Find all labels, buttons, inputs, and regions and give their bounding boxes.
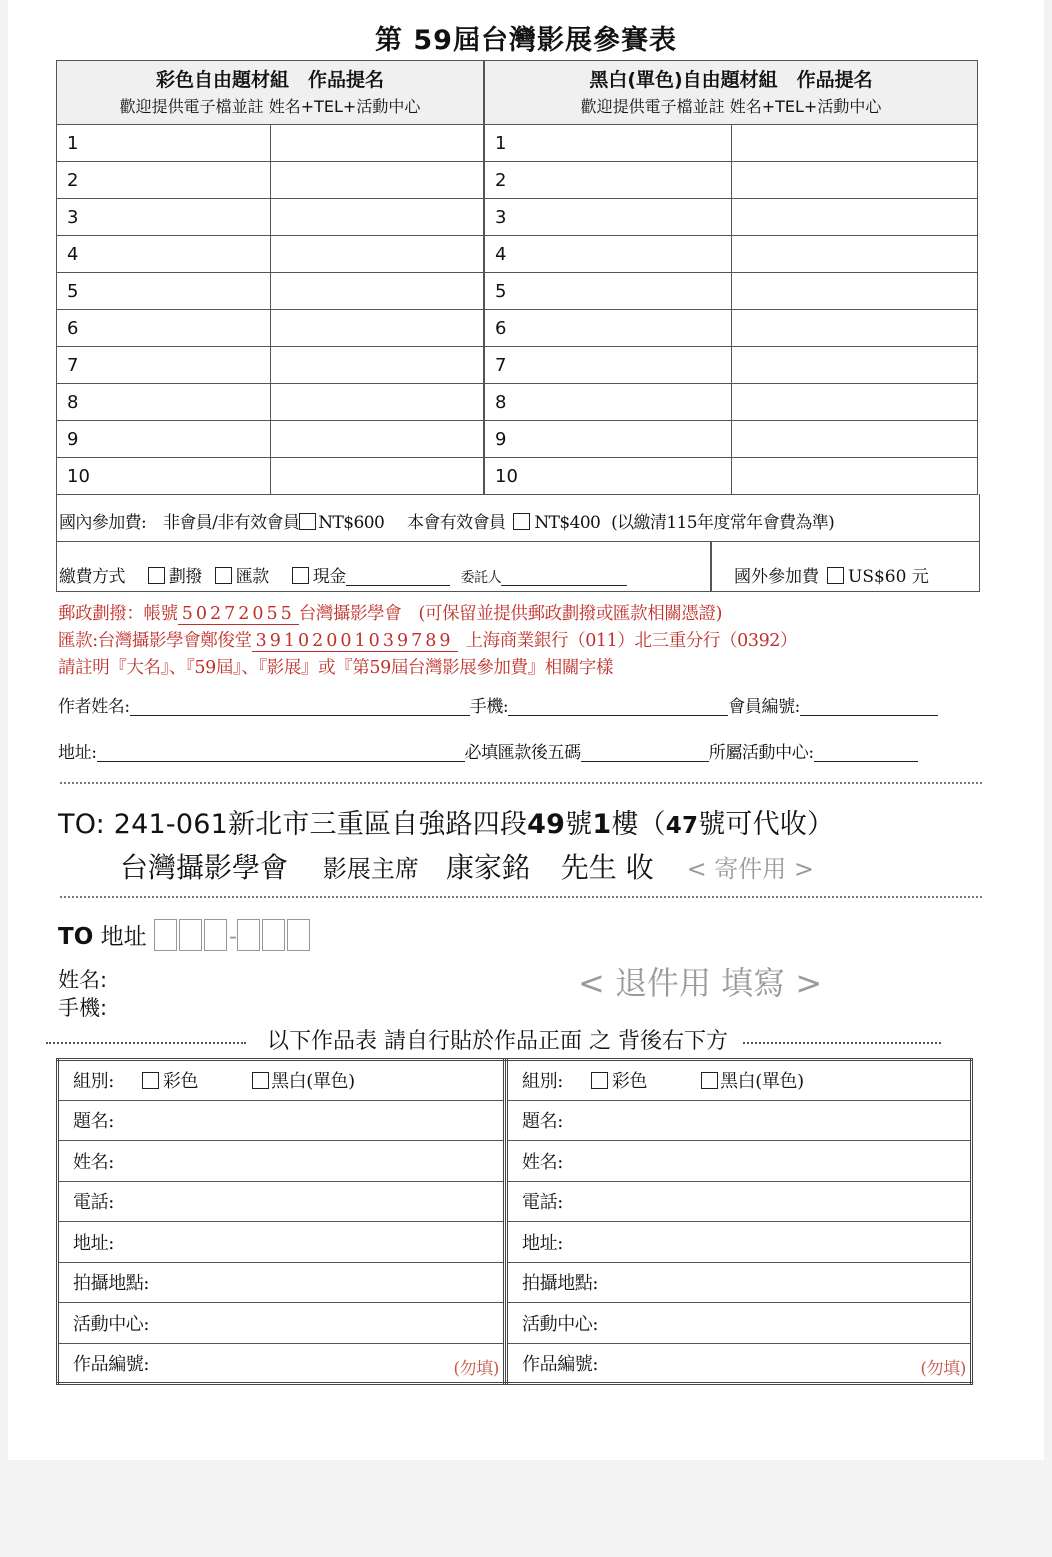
- remit-label-red: 匯款:台灣攝影學會鄭俊堂: [58, 631, 252, 651]
- left-location-label: 拍攝地點:: [73, 1273, 150, 1295]
- color-entry-row-number: 10: [57, 458, 271, 495]
- color-entry-title-cell[interactable]: [270, 310, 484, 347]
- bw-entry-row: [485, 421, 978, 458]
- left-work-no-label: 作品編號:: [73, 1353, 150, 1375]
- color-entry-row-number: 5: [57, 273, 271, 310]
- bw-entry-row: [485, 384, 978, 421]
- postal-suffix: 台灣攝影學會 (可保留並提供郵政劃撥或匯款相關憑證): [298, 604, 723, 624]
- color-entry-title-cell[interactable]: [270, 421, 484, 458]
- right-label-row: [507, 1303, 972, 1344]
- left-label-row: [58, 1343, 505, 1384]
- bw-entry-row: [485, 310, 978, 347]
- to-number-1: 49: [527, 809, 566, 840]
- bw-entry-row: [485, 125, 978, 162]
- bw-entry-title-cell[interactable]: [731, 347, 978, 384]
- left-color-checkbox[interactable]: [142, 1072, 159, 1089]
- left-title-label: 題名:: [73, 1111, 114, 1133]
- right-center-label: 活動中心:: [522, 1313, 599, 1335]
- bw-entry-row-number: 5: [485, 273, 732, 310]
- right-label-row: [507, 1060, 972, 1101]
- bw-entry-title-cell[interactable]: [731, 310, 978, 347]
- postal-box-3[interactable]: [204, 919, 227, 951]
- bw-entry-row: [485, 458, 978, 495]
- postal-label: 郵政劃撥：帳號: [58, 604, 178, 624]
- bw-group-note: 歡迎提供電子檔並註 姓名+TEL+活動中心: [580, 96, 882, 116]
- return-to-label: TO: [58, 924, 94, 950]
- color-entry-row-number: 9: [57, 421, 271, 458]
- bw-entry-title-cell[interactable]: [731, 125, 978, 162]
- to-number-3: 47: [665, 813, 699, 839]
- payment-method-label: 繳費方式: [59, 567, 125, 587]
- color-entry-title-cell[interactable]: [270, 458, 484, 495]
- member-checkbox[interactable]: [513, 513, 530, 530]
- transfer-label: 劃撥: [168, 567, 202, 587]
- left-group-cell[interactable]: [58, 1060, 505, 1101]
- left-label-row: [58, 1181, 505, 1222]
- bw-entry-row-number: 3: [485, 199, 732, 236]
- agent-label: 委託人: [460, 570, 502, 586]
- right-name-cell[interactable]: [507, 1141, 972, 1182]
- left-center-label: 活動中心:: [73, 1313, 150, 1335]
- color-entry-row: [57, 162, 484, 199]
- color-entry-row-number: 2: [57, 162, 271, 199]
- nonmember-label: 非會員/非有效會員: [162, 513, 300, 533]
- left-phone-label: 電話:: [73, 1192, 114, 1214]
- right-group-label: 組別:: [522, 1071, 563, 1093]
- color-entry-title-cell[interactable]: [270, 236, 484, 273]
- bw-entry-title-cell[interactable]: [731, 273, 978, 310]
- paste-instruction-line: [46, 1024, 990, 1055]
- color-entry-row-number: 7: [57, 347, 271, 384]
- foreign-fee-cell: [711, 542, 980, 592]
- left-label-row: [58, 1100, 505, 1141]
- remit-last5-blank[interactable]: [581, 744, 709, 762]
- payment-method-row: [56, 542, 711, 592]
- transfer-checkbox[interactable]: [148, 567, 165, 584]
- right-work-no-label: 作品編號:: [522, 1353, 599, 1375]
- member-no-blank[interactable]: [800, 698, 938, 716]
- bw-entry-row-number: 10: [485, 458, 732, 495]
- member-label: 本會有效會員: [406, 513, 506, 533]
- author-address-label: 地址:: [58, 743, 97, 763]
- sep-text-1: 以下作品表 請自行: [267, 1029, 450, 1054]
- member-note: (以繳清115年度常年會費為準): [611, 513, 835, 533]
- author-name-blank[interactable]: [130, 698, 470, 716]
- nonmember-price: NT$600: [318, 513, 385, 533]
- right-no-fill-note: (勿填): [920, 1358, 966, 1379]
- bw-entry-title-cell[interactable]: [731, 421, 978, 458]
- left-address-cell[interactable]: [58, 1222, 505, 1263]
- author-phone-blank[interactable]: [508, 698, 728, 716]
- color-entry-title-cell[interactable]: [270, 384, 484, 421]
- send-note: < 寄件用 >: [686, 855, 815, 883]
- left-label-row: [58, 1141, 505, 1182]
- left-label-row: [58, 1262, 505, 1303]
- color-entry-row: [57, 310, 484, 347]
- left-bw-checkbox[interactable]: [252, 1072, 269, 1089]
- foreign-checkbox[interactable]: [827, 567, 844, 584]
- postal-account: 50272055: [178, 604, 299, 625]
- color-entries-header: [57, 61, 484, 125]
- color-group-note: 歡迎提供電子檔並註 姓名+TEL+活動中心: [119, 96, 421, 116]
- color-entry-row-number: 8: [57, 384, 271, 421]
- bw-entry-row-number: 8: [485, 384, 732, 421]
- bw-entry-title-cell[interactable]: [731, 458, 978, 495]
- color-entry-row: [57, 384, 484, 421]
- right-label-row: [507, 1141, 972, 1182]
- label-card-left: [56, 1058, 506, 1385]
- bw-entry-row-number: 6: [485, 310, 732, 347]
- postal-box-2[interactable]: [179, 919, 202, 951]
- bw-entry-row-number: 1: [485, 125, 732, 162]
- entry-form-sheet: [8, 0, 1044, 1460]
- bw-entries-header: [485, 61, 978, 125]
- color-entry-row-number: 1: [57, 125, 271, 162]
- author-phone-label: 手機:: [469, 697, 509, 717]
- color-entry-row: [57, 273, 484, 310]
- color-entry-title-cell[interactable]: [270, 273, 484, 310]
- member-no-label: 會員編號:: [728, 697, 800, 717]
- bank-account: 39102001039789: [252, 631, 458, 652]
- left-location-cell[interactable]: [58, 1262, 505, 1303]
- to-address-text: TO: 241-061新北市三重區自強路四段: [58, 809, 528, 840]
- remit-label: 匯款: [235, 567, 269, 587]
- right-title-label: 題名:: [522, 1111, 563, 1133]
- color-entry-title-cell[interactable]: [270, 347, 484, 384]
- left-phone-cell[interactable]: [58, 1181, 505, 1222]
- right-label-row: [507, 1100, 972, 1141]
- postal-box-4[interactable]: [237, 919, 260, 951]
- right-location-label: 拍攝地點:: [522, 1273, 599, 1295]
- sep-text-2: 貼於作品正面: [450, 1029, 583, 1054]
- bw-entry-title-cell[interactable]: [731, 199, 978, 236]
- color-entry-row: [57, 458, 484, 495]
- dotted-divider-2: [60, 896, 982, 898]
- color-group-title: 彩色自由題材組 作品提名: [155, 68, 384, 91]
- bw-entry-title-cell[interactable]: [731, 162, 978, 199]
- center-label: 所屬活動中心:: [708, 743, 814, 763]
- label-card-right: [505, 1058, 973, 1385]
- to-suffix: 號可代收）: [698, 809, 835, 840]
- postal-box-5[interactable]: [262, 919, 285, 951]
- left-no-fill-note: (勿填): [453, 1358, 499, 1379]
- color-entry-row-number: 4: [57, 236, 271, 273]
- cash-label: 現金: [312, 567, 346, 587]
- sep-text-4: 背後右下方: [618, 1029, 729, 1054]
- right-group-cell[interactable]: [507, 1060, 972, 1101]
- recipient-org: 台灣攝影學會: [120, 851, 289, 884]
- right-label-row: [507, 1343, 972, 1384]
- left-work_no-cell[interactable]: [58, 1343, 505, 1384]
- bank-remit-note: [58, 627, 797, 652]
- right-color-checkbox[interactable]: [591, 1072, 608, 1089]
- return-addr-label: 地址: [100, 924, 147, 950]
- sep-dots-left: [46, 1042, 246, 1044]
- color-entry-row: [57, 125, 484, 162]
- bw-entry-row: [485, 162, 978, 199]
- bw-entries-table: [484, 60, 978, 495]
- agent-blank[interactable]: [501, 568, 627, 586]
- right-color-label: 彩色: [611, 1071, 648, 1093]
- bw-group-title: 黑白(單色)自由題材組 作品提名: [589, 68, 873, 91]
- right-address-cell[interactable]: [507, 1222, 972, 1263]
- right-name-label: 姓名:: [522, 1151, 563, 1173]
- center-blank[interactable]: [814, 744, 918, 762]
- form-title: 第 59屆台灣影展參賽表: [375, 25, 677, 56]
- left-name-label: 姓名:: [73, 1151, 114, 1173]
- bw-entry-row-number: 2: [485, 162, 732, 199]
- color-entry-title-cell[interactable]: [270, 162, 484, 199]
- bw-entry-title-cell[interactable]: [731, 384, 978, 421]
- right-location-cell[interactable]: [507, 1262, 972, 1303]
- color-entry-row: [57, 199, 484, 236]
- nonmember-checkbox[interactable]: [299, 513, 316, 530]
- recipient-role: 影展主席: [322, 855, 419, 883]
- right-address-label: 地址:: [522, 1232, 563, 1254]
- postal-box-6[interactable]: [287, 919, 310, 951]
- right-label-row: [507, 1222, 972, 1263]
- color-entry-row-number: 6: [57, 310, 271, 347]
- left-address-label: 地址:: [73, 1232, 114, 1254]
- right-title-cell[interactable]: [507, 1100, 972, 1141]
- color-entry-row-number: 3: [57, 199, 271, 236]
- remit-last5-label: 必填匯款後五碼: [464, 743, 581, 763]
- bw-entry-row: [485, 236, 978, 273]
- dotted-divider-1: [60, 782, 982, 784]
- bw-entry-row: [485, 199, 978, 236]
- return-note: < 退件用 填寫 >: [578, 964, 823, 1002]
- bw-entry-title-cell[interactable]: [731, 236, 978, 273]
- left-color-label: 彩色: [162, 1071, 199, 1093]
- color-entry-row: [57, 236, 484, 273]
- recipient-name: 康家銘: [445, 851, 530, 884]
- author-row-1: [58, 692, 983, 717]
- author-row-2: [58, 738, 983, 763]
- cash-blank[interactable]: [346, 568, 450, 586]
- sep-dots-right: [743, 1042, 941, 1044]
- return-name-label: 姓名:: [58, 968, 108, 992]
- return-address-row: [58, 918, 312, 951]
- color-entry-row: [57, 347, 484, 384]
- return-phone-label: 手機:: [58, 996, 108, 1020]
- foreign-fee-label: 國外參加費: [734, 567, 819, 587]
- left-label-row: [58, 1222, 505, 1263]
- postal-dash: -: [228, 924, 238, 950]
- recipient-line: [120, 846, 814, 886]
- author-address-blank[interactable]: [97, 744, 465, 762]
- postal-box-1[interactable]: [154, 919, 177, 951]
- to-number-2: 1: [592, 809, 612, 840]
- bank-suffix: 上海商業銀行（011）北三重分行（0392）: [465, 631, 798, 651]
- to-mid: 號: [565, 809, 593, 840]
- right-phone-cell[interactable]: [507, 1181, 972, 1222]
- bw-entry-row: [485, 347, 978, 384]
- right-phone-label: 電話:: [522, 1192, 563, 1214]
- color-entries-table: [56, 60, 484, 495]
- left-bw-label: 黑白(單色): [271, 1071, 355, 1093]
- sep-text-3: 之: [589, 1029, 612, 1054]
- right-work_no-cell[interactable]: [507, 1343, 972, 1384]
- left-group-label: 組別:: [73, 1071, 114, 1093]
- remit-checkbox[interactable]: [215, 567, 232, 584]
- right-center-cell[interactable]: [507, 1303, 972, 1344]
- postal-transfer-note: [58, 600, 722, 625]
- left-label-row: [58, 1303, 505, 1344]
- left-title-cell[interactable]: [58, 1100, 505, 1141]
- author-name-label: 作者姓名:: [58, 697, 130, 717]
- color-entry-title-cell[interactable]: [270, 125, 484, 162]
- right-label-row: [507, 1262, 972, 1303]
- member-price: NT$400: [534, 513, 601, 533]
- recipient-title: 先生 收: [560, 851, 654, 884]
- right-bw-checkbox[interactable]: [701, 1072, 718, 1089]
- color-entry-title-cell[interactable]: [270, 199, 484, 236]
- left-label-row: [58, 1060, 505, 1101]
- right-label-row: [507, 1181, 972, 1222]
- right-bw-label: 黑白(單色): [720, 1071, 804, 1093]
- left-center-cell[interactable]: [58, 1303, 505, 1344]
- cash-checkbox[interactable]: [292, 567, 309, 584]
- mailing-address: [58, 802, 834, 841]
- foreign-fee-price: US$60 元: [848, 567, 929, 587]
- domestic-fee-label: 國內參加費:: [59, 513, 147, 533]
- bw-entry-row-number: 7: [485, 347, 732, 384]
- note-instruction: 請註明『大名』、『59屆』、『影展』或『第59屆台灣影展參加費』相關字樣: [58, 658, 614, 678]
- to-floor: 樓（: [611, 809, 666, 840]
- left-name-cell[interactable]: [58, 1141, 505, 1182]
- domestic-fee-row: [56, 494, 980, 542]
- color-entry-row: [57, 421, 484, 458]
- bw-entry-row: [485, 273, 978, 310]
- bw-entry-row-number: 9: [485, 421, 732, 458]
- bw-entry-row-number: 4: [485, 236, 732, 273]
